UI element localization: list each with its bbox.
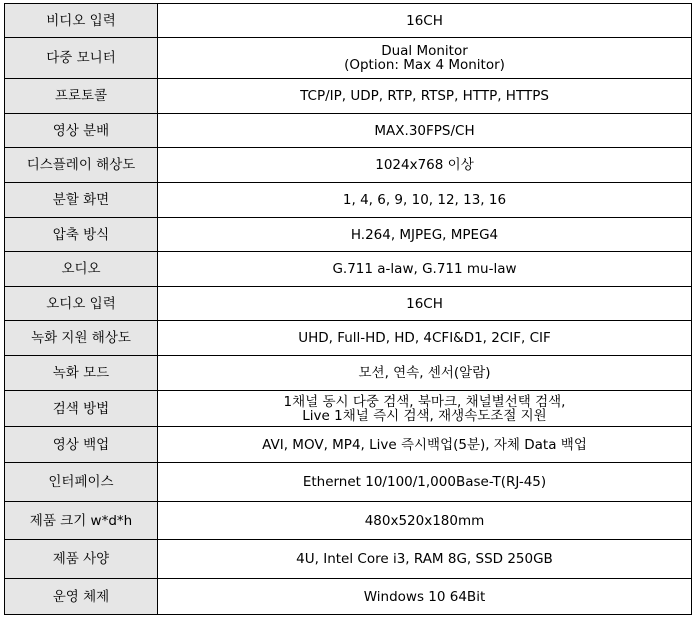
table-row <box>5 463 692 502</box>
row-value <box>158 114 692 148</box>
row-value-line: 1, 4, 6, 9, 10, 12, 13, 16 <box>342 192 507 208</box>
table-row <box>5 540 692 579</box>
row-value <box>158 183 692 218</box>
row-value <box>158 391 692 427</box>
row-value <box>158 287 692 321</box>
row-value <box>158 148 692 183</box>
row-value <box>158 252 692 287</box>
table-row <box>5 148 692 183</box>
row-label: 운영 체제 <box>5 579 158 615</box>
row-value-line: 16CH <box>406 295 443 312</box>
row-value <box>158 579 692 615</box>
row-value-line: MAX.30FPS/CH <box>374 122 475 139</box>
table-row <box>5 38 692 79</box>
table-row <box>5 502 692 540</box>
row-value <box>158 218 692 252</box>
row-value <box>158 4 692 38</box>
table-row <box>5 218 692 252</box>
table-row <box>5 287 692 321</box>
row-value-line: 모션, 연속, 센서(알람) <box>358 365 491 381</box>
row-value <box>158 321 692 356</box>
row-value-line: Dual Monitor <box>381 43 468 59</box>
row-label: 녹화 모드 <box>5 356 158 391</box>
table-row <box>5 391 692 427</box>
row-value <box>158 79 692 114</box>
row-label: 제품 크기 w*d*h <box>5 502 158 540</box>
row-value-line: Live 1채널 즉시 검색, 재생속도조절 지원 <box>302 407 547 424</box>
table-row <box>5 252 692 287</box>
row-value-line: 480x520x180mm <box>364 512 485 529</box>
row-label: 인터페이스 <box>5 463 158 502</box>
row-value-line: (Option: Max 4 Monitor) <box>344 57 505 73</box>
row-value-line: H.264, MJPEG, MPEG4 <box>350 226 499 243</box>
row-value-line: Ethernet 10/100/1,000Base-T(RJ-45) <box>302 474 547 490</box>
row-label: 분할 화면 <box>5 183 158 218</box>
row-value-line: UHD, Full-HD, HD, 4CFI&D1, 2CIF, CIF <box>298 330 551 346</box>
row-label: 프로토콜 <box>5 79 158 114</box>
table-row <box>5 579 692 615</box>
table-row <box>5 79 692 114</box>
table-row <box>5 356 692 391</box>
row-value-line: 1024x768 이상 <box>375 157 474 173</box>
row-label: 검색 방법 <box>5 391 158 427</box>
table-row <box>5 4 692 38</box>
row-label: 오디오 입력 <box>5 287 158 321</box>
row-value <box>158 427 692 463</box>
table-row <box>5 321 692 356</box>
row-label: 녹화 지원 해상도 <box>5 321 158 356</box>
row-value <box>158 502 692 540</box>
row-value-line: 1채널 동시 다중 검색, 북마크, 채널별선택 검색, <box>283 393 566 410</box>
row-value-line: AVI, MOV, MP4, Live 즉시백업(5분), 자체 Data 백업 <box>262 436 587 453</box>
row-value <box>158 38 692 79</box>
row-value <box>158 540 692 579</box>
row-value-line: 16CH <box>406 12 443 29</box>
table-row <box>5 114 692 148</box>
row-label: 영상 분배 <box>5 114 158 148</box>
row-label: 디스플레이 해상도 <box>5 148 158 183</box>
row-label: 비디오 입력 <box>5 4 158 38</box>
row-value-line: Windows 10 64Bit <box>363 588 486 605</box>
row-label: 제품 사양 <box>5 540 158 579</box>
row-value <box>158 463 692 502</box>
row-label: 압축 방식 <box>5 218 158 252</box>
row-value <box>158 356 692 391</box>
row-label: 영상 백업 <box>5 427 158 463</box>
table-row <box>5 183 692 218</box>
row-value-line: G.711 a-law, G.711 mu-law <box>332 261 517 277</box>
table-row <box>5 427 692 463</box>
spec-table <box>4 3 692 615</box>
row-value-line: TCP/IP, UDP, RTP, RTSP, HTTP, HTTPS <box>300 88 549 104</box>
row-label: 다중 모니터 <box>5 38 158 79</box>
row-label: 오디오 <box>5 252 158 287</box>
row-value-line: 4U, Intel Core i3, RAM 8G, SSD 250GB <box>296 551 553 567</box>
